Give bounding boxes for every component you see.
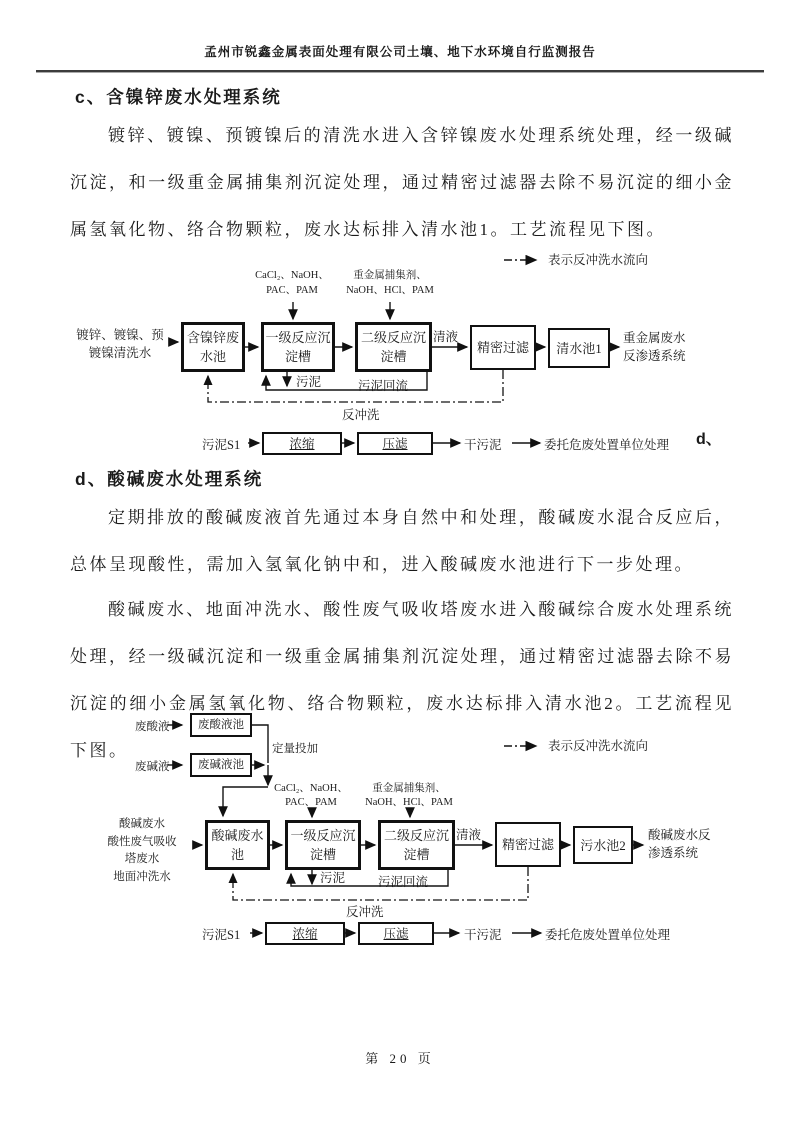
dosing-note-label: 定量投加 [272,743,318,755]
paragraph-section-d-1: 定期排放的酸碱废液首先通过本身自然中和处理，酸碱废水混合反应后，总体呈现酸性，需加入氢氧化钠中和，进入酸碱废水池进行下一步处理。 [70,508,734,574]
sewage-pool-box: 污水池2 [573,826,633,864]
dry-sludge-label: 干污泥 [464,438,502,452]
acid-influent-label: 废酸液 [135,721,170,733]
sludge-label: 污泥 [296,375,322,389]
react2-box: 二级反应沉 淀槽 [355,322,432,372]
flowchart-acid-alkali [0,710,800,962]
dosing-label-2: 重金属捕集剂、 NaOH、HCl、PAM [365,783,453,808]
backwash-legend-label: 表示反冲洗水流向 [548,739,649,753]
alkali-influent-label: 废碱液 [135,761,170,773]
dosing-label-1: CaCl₂、NaOH、 PAC、PAM [274,783,348,808]
acid-tank-box: 废酸液池 [190,713,252,737]
paragraph-section-c: 镀锌、镀镍、预镀镍后的清洗水进入含锌镍废水处理系统处理，经一级碱沉淀，和一级重金属捕集剂沉淀处理，通过精密过滤器去除不易沉淀的细小金属氢氧化物、络合物颗粒，废水达标排入清水池1。工艺流程见下图。 [70,126,734,239]
page-header-title: 孟州市锐鑫金属表面处理有限公司土壤、地下水环境自行监测报告 [204,45,596,59]
heading-section-d: d、酸碱废水处理系统 [75,469,264,489]
header-rule [36,70,764,73]
react1-box: 一级反应沉 淀槽 [261,322,335,372]
dry-sludge-label: 干污泥 [464,928,502,942]
clearwater-pool-box: 清水池1 [548,328,610,368]
backwash-label: 反冲洗 [342,408,380,422]
supernatant-label: 清液 [433,330,459,344]
disposal-label: 委托危废处置单位处理 [545,928,671,942]
dashdot-arrow-icon [503,254,545,266]
page-number: 第 20 页 [365,1051,435,1066]
effluent-label: 酸碱废水反 渗透系统 [648,828,711,860]
alkali-tank-box: 废碱液池 [190,753,252,777]
sludge-source-label: 污泥S1 [202,928,241,942]
heading-section-c: c、含镍锌废水处理系统 [75,87,282,107]
tank-box: 酸碱废水 池 [205,820,270,870]
disposal-label: 委托危废处置单位处理 [544,438,670,452]
backwash-legend-label: 表示反冲洗水流向 [548,253,649,267]
paragraph-section-d-2: 酸碱废水、地面冲洗水、酸性废气吸收塔废水进入酸碱综合废水处理系统处理，经一级碱沉淀和一级重金属捕集剂沉淀处理，通过精密过滤器去除不易沉淀的细小金属氢氧化物、络合物颗粒，废水达标排入清水池2。工艺流程见下图。 [70,600,734,760]
dosing-label-2: 重金属捕集剂、 NaOH、HCl、PAM [346,270,434,296]
thickening-box: 浓缩 [262,432,342,455]
react1-box: 一级反应沉 淀槽 [285,820,361,870]
filter-box: 精密过滤 [495,822,561,867]
react2-box: 二级反应沉 淀槽 [378,820,455,870]
filter-press-box: 压滤 [358,922,434,945]
sludge-return-label: 污泥回流 [358,379,409,393]
sludge-label: 污泥 [320,871,346,885]
thickening-box: 浓缩 [265,922,345,945]
flowchart-nickel-zinc [0,250,800,466]
backwash-label: 反冲洗 [346,905,384,919]
sludge-return-label: 污泥回流 [378,875,429,889]
filter-box: 精密过滤 [470,325,536,370]
influent-label: 镀锌、镀镍、预 镀镍清洗水 [76,328,164,360]
dosing-label-1: CaCl₂、NaOH、 PAC、PAM [255,270,329,296]
influent-label: 酸碱废水 酸性废气吸收 塔废水 地面冲洗水 [107,818,177,883]
effluent-label: 重金属废水 反渗透系统 [623,331,686,363]
filter-press-box: 压滤 [357,432,433,455]
heading-d-orphan: d、 [696,431,722,448]
supernatant-label: 清液 [456,828,482,842]
tank-box: 含镍锌废 水池 [181,322,245,372]
sludge-source-label: 污泥S1 [202,438,241,452]
dashdot-arrow-icon [503,740,545,752]
